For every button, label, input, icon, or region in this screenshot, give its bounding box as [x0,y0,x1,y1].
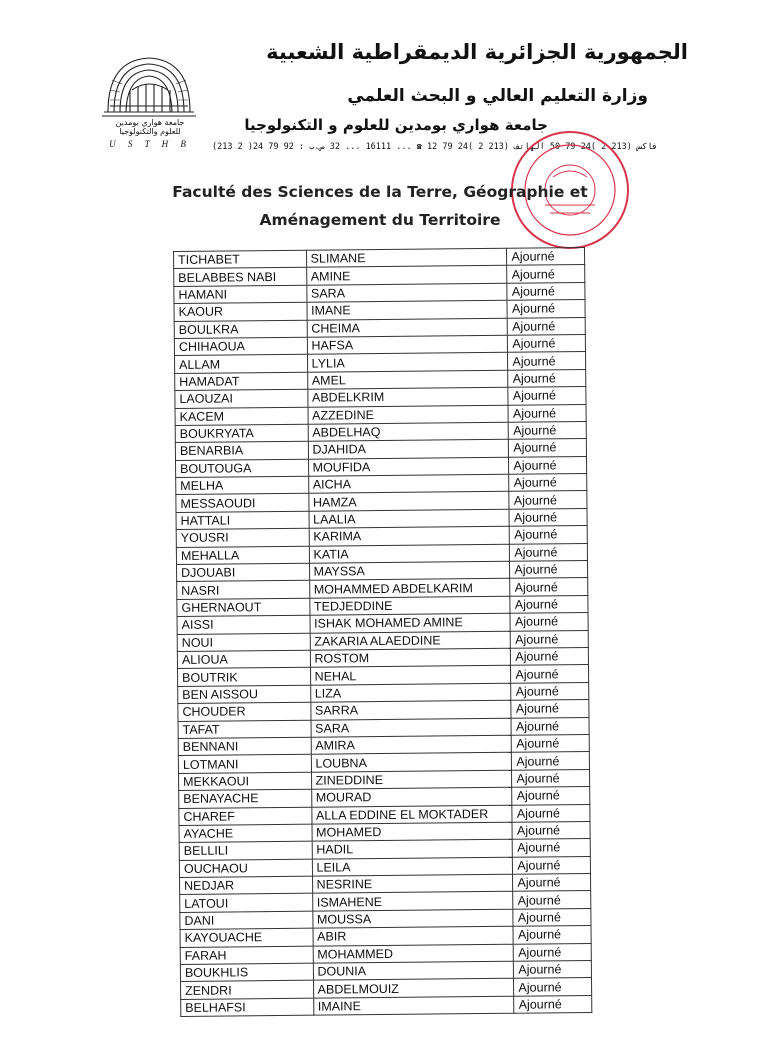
student-last-name: OUCHAOU [179,859,312,878]
student-first-name: ROSTOM [310,648,511,667]
student-last-name: ZENDRI [181,981,314,1000]
student-first-name: LEILA [312,857,513,876]
student-last-name: HAMANI [174,285,307,304]
student-last-name: LOTMANI [178,755,311,774]
student-first-name: HAMZA [308,492,509,511]
student-status: Ajourné [508,369,586,387]
student-last-name: KAYOUACHE [180,928,313,947]
student-last-name: TICHABET [174,250,307,269]
student-status: Ajourné [514,961,592,979]
student-first-name: AMINE [306,266,507,285]
student-status: Ajourné [513,856,591,874]
student-last-name: BENARBIA [175,442,308,461]
student-first-name: MOHAMMED [313,944,514,963]
student-status: Ajourné [513,908,591,926]
student-status: Ajourné [511,665,589,683]
student-last-name: BELABBES NABI [174,268,307,287]
student-last-name: BOUTRIK [178,668,311,687]
faculty-title-line2: Aménagement du Territoire [259,211,501,229]
student-status: Ajourné [507,282,585,300]
student-first-name: HADIL [312,840,513,859]
student-last-name: AYACHE [179,824,312,843]
student-first-name: ISHAK MOHAMED AMINE [310,613,511,632]
table-row [181,995,592,1016]
student-status: Ajourné [508,387,586,405]
student-status: Ajourné [511,648,589,666]
student-last-name: KACEM [175,407,308,426]
student-status: Ajourné [510,578,588,596]
logo-arabic-caption [100,118,200,136]
logo-arabic-line2: للعلوم والتكنولوجيا [119,127,181,136]
student-last-name: DJOUABI [177,563,310,582]
student-first-name: MOURAD [311,787,512,806]
student-status: Ajourné [508,334,586,352]
student-last-name: BENNANI [178,737,311,756]
student-last-name: ALIOUA [177,650,310,669]
student-status: Ajourné [512,821,590,839]
student-status: Ajourné [507,300,585,318]
students-table [173,247,592,1017]
student-status: Ajourné [512,734,590,752]
student-last-name: HATTALI [176,511,309,530]
student-status: Ajourné [513,839,591,857]
student-first-name: AMIRA [311,735,512,754]
student-first-name: IMANE [307,300,508,319]
student-last-name: MEKKAOUI [179,772,312,791]
logo-latin-caption: U S T H B [109,139,191,149]
student-first-name: SARRA [310,700,511,719]
student-status: Ajourné [512,804,590,822]
student-status: Ajourné [514,995,592,1013]
student-status: Ajourné [513,891,591,909]
student-first-name: SARA [311,718,512,737]
student-first-name: LIZA [310,683,511,702]
student-first-name: AMEL [307,370,508,389]
student-first-name: ABDELHAQ [308,422,509,441]
student-status: Ajourné [512,752,590,770]
student-first-name: LYLIA [307,353,508,372]
student-first-name: KARIMA [309,527,510,546]
student-last-name: BELLILI [179,841,312,860]
student-last-name: LAOUZAI [175,389,308,408]
student-first-name: ZAKARIA ALAEDDINE [310,631,511,650]
student-status: Ajourné [509,508,587,526]
student-last-name: CHOUDER [178,702,311,721]
student-first-name: ISMAHENE [312,892,513,911]
student-first-name: MAYSSA [309,561,510,580]
student-status: Ajourné [510,613,588,631]
student-last-name: MESSAOUDI [176,494,309,513]
logo-arabic-line1: جامعة هواري بومدين [115,118,185,127]
student-first-name: LOUBNA [311,753,512,772]
student-status: Ajourné [509,491,587,509]
student-status: Ajourné [507,248,585,266]
header-ministry: وزارة التعليم العالي و البحث العلمي [347,86,648,106]
student-last-name: BOUKRYATA [175,424,308,443]
student-first-name: LAALIA [309,509,510,528]
student-last-name: MELHA [176,476,309,495]
student-status: Ajourné [511,717,589,735]
student-status: Ajourné [514,978,592,996]
student-last-name: HAMADAT [175,372,308,391]
student-status: Ajourné [511,630,589,648]
student-last-name: BENAYACHE [179,789,312,808]
faculty-title-line1: Faculté des Sciences de la Terre, Géographie et [172,183,588,201]
student-status: Ajourné [509,421,587,439]
student-first-name: AZZEDINE [308,405,509,424]
student-status: Ajourné [509,456,587,474]
student-last-name: BOULKRA [174,320,307,339]
header-republic: الجمهورية الجزائرية الديمقراطية الشعبية [266,40,688,64]
student-status: Ajourné [513,874,591,892]
student-first-name: ALLA EDDINE EL MOKTADER [311,805,512,824]
student-last-name: YOUSRI [176,528,309,547]
student-first-name: HAFSA [307,335,508,354]
student-first-name: IMAINE [313,996,514,1015]
student-last-name: NEDJAR [180,876,313,895]
header-contact-line: (213 2 )24 79 92 : فاكس (213 2 )24 79 50 الهاتف (213 2 )24 79 12 ☎ ... 16111 ... 32 ص.ب [212,142,658,152]
student-first-name: TEDJEDDINE [309,596,510,615]
student-last-name: FARAH [180,946,313,965]
student-first-name: MOHAMMED ABDELKARIM [309,579,510,598]
student-status: Ajourné [511,700,589,718]
student-first-name: NEHAL [310,666,511,685]
student-last-name: GHERNAOUT [177,598,310,617]
student-last-name: BOUKHLIS [180,963,313,982]
student-first-name: DJAHIDA [308,440,509,459]
student-status: Ajourné [509,474,587,492]
student-first-name: MOHAMED [312,822,513,841]
student-status: Ajourné [513,926,591,944]
student-status: Ajourné [510,543,588,561]
student-first-name: MOUFIDA [308,457,509,476]
student-status: Ajourné [510,595,588,613]
student-last-name: CHIHAOUA [174,337,307,356]
student-status: Ajourné [510,526,588,544]
student-status: Ajourné [511,682,589,700]
student-status: Ajourné [508,404,586,422]
faculty-title [170,178,590,234]
student-first-name: NESRINE [312,874,513,893]
student-first-name: ABDELKRIM [307,387,508,406]
student-last-name: LATOUI [180,894,313,913]
student-last-name: NASRI [177,581,310,600]
student-last-name: ALLAM [175,355,308,374]
student-last-name: MEHALLA [176,546,309,565]
student-first-name: SLIMANE [306,248,507,267]
student-last-name: KAOUR [174,302,307,321]
student-first-name: DOUNIA [313,961,514,980]
student-status: Ajourné [512,769,590,787]
students-table-body [174,248,592,1017]
student-status: Ajourné [508,317,586,335]
student-status: Ajourné [508,352,586,370]
student-last-name: CHAREF [179,807,312,826]
student-first-name: CHEIMA [307,318,508,337]
student-last-name: BELHAFSI [181,998,314,1017]
student-first-name: SARA [306,283,507,302]
student-last-name: DANI [180,911,313,930]
student-first-name: KATIA [309,544,510,563]
logo-emblem-icon [100,50,198,120]
student-status: Ajourné [510,561,588,579]
student-first-name: ABIR [313,926,514,945]
student-first-name: AICHA [308,474,509,493]
student-last-name: AISSI [177,615,310,634]
student-last-name: BOUTOUGA [176,459,309,478]
student-status: Ajourné [507,265,585,283]
student-first-name: ZINEDDINE [311,770,512,789]
student-status: Ajourné [509,439,587,457]
student-status: Ajourné [514,943,592,961]
student-last-name: NOUI [177,633,310,652]
student-first-name: ABDELMOUIZ [313,979,514,998]
student-last-name: TAFAT [178,720,311,739]
student-last-name: BEN AISSOU [178,685,311,704]
student-first-name: MOUSSA [312,909,513,928]
student-status: Ajourné [512,787,590,805]
header-university: جامعة هواري بومدين للعلوم و التكنولوجيا [244,116,548,134]
